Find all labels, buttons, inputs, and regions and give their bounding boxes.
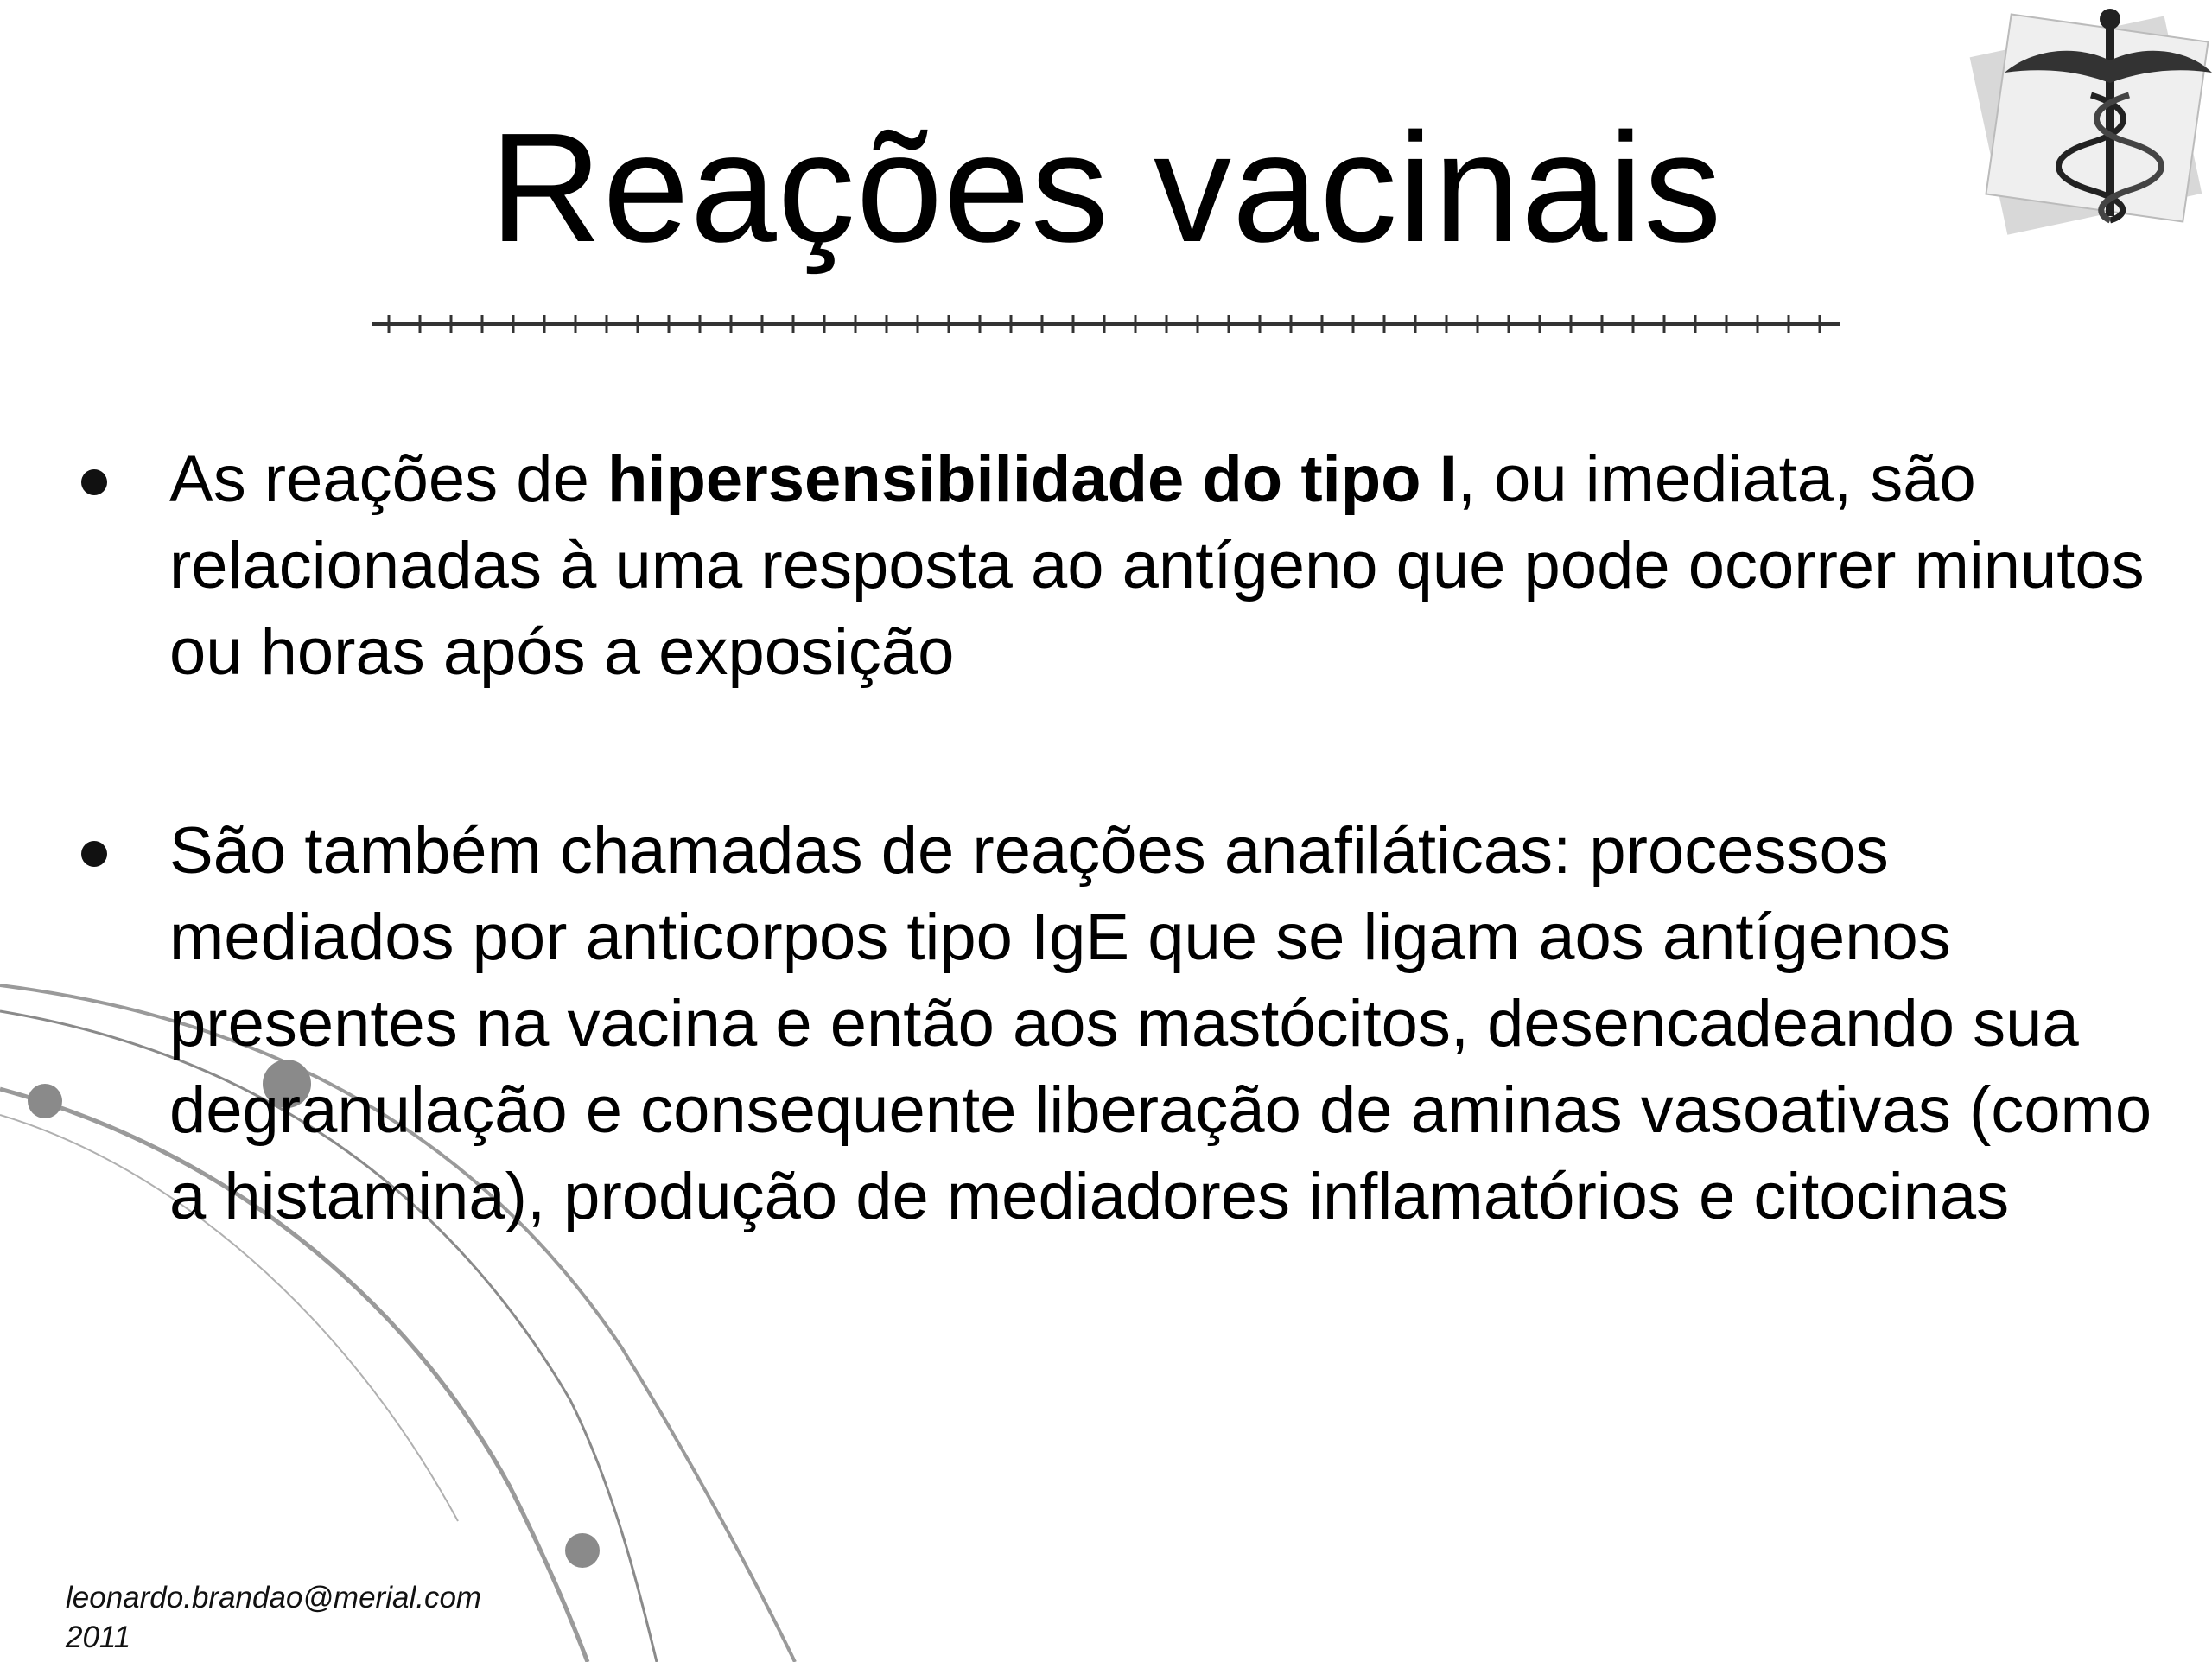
bullet-dot-icon xyxy=(81,469,107,495)
bullet-text-bold: hipersensibilidade do tipo I xyxy=(607,443,1458,516)
slide-title: Reações vacinais xyxy=(489,101,1723,275)
bullet-text-part: As reações de xyxy=(169,443,607,516)
footer xyxy=(66,1578,481,1658)
slide-content xyxy=(81,436,2155,1353)
bullet-text-part: , ou imediata, são relacionadas à uma resposta ao antígeno que pode ocorrer minutos ou horas após a exposição xyxy=(169,443,2145,689)
footer-email: leonardo.brandao@merial.com xyxy=(66,1581,482,1614)
decor-node xyxy=(28,1084,62,1118)
bullet-item xyxy=(81,808,2155,1240)
title-divider xyxy=(372,311,1840,337)
bullet-dot-icon xyxy=(81,841,107,867)
decor-node xyxy=(565,1533,600,1568)
footer-year: 2011 xyxy=(66,1621,131,1654)
bullet-text xyxy=(169,443,2145,689)
bullet-item xyxy=(81,436,2155,696)
bullet-text: São também chamadas de reações anafiláticas: processos mediados por anticorpos tipo IgE que se ligam aos antígenos presentes na vacina e então aos mastócitos, desencadeando sua degranulação e consequente liberação de aminas vasoativas (como a histamina), produção de mediadores inflamatórios e citocinas xyxy=(169,814,2152,1233)
